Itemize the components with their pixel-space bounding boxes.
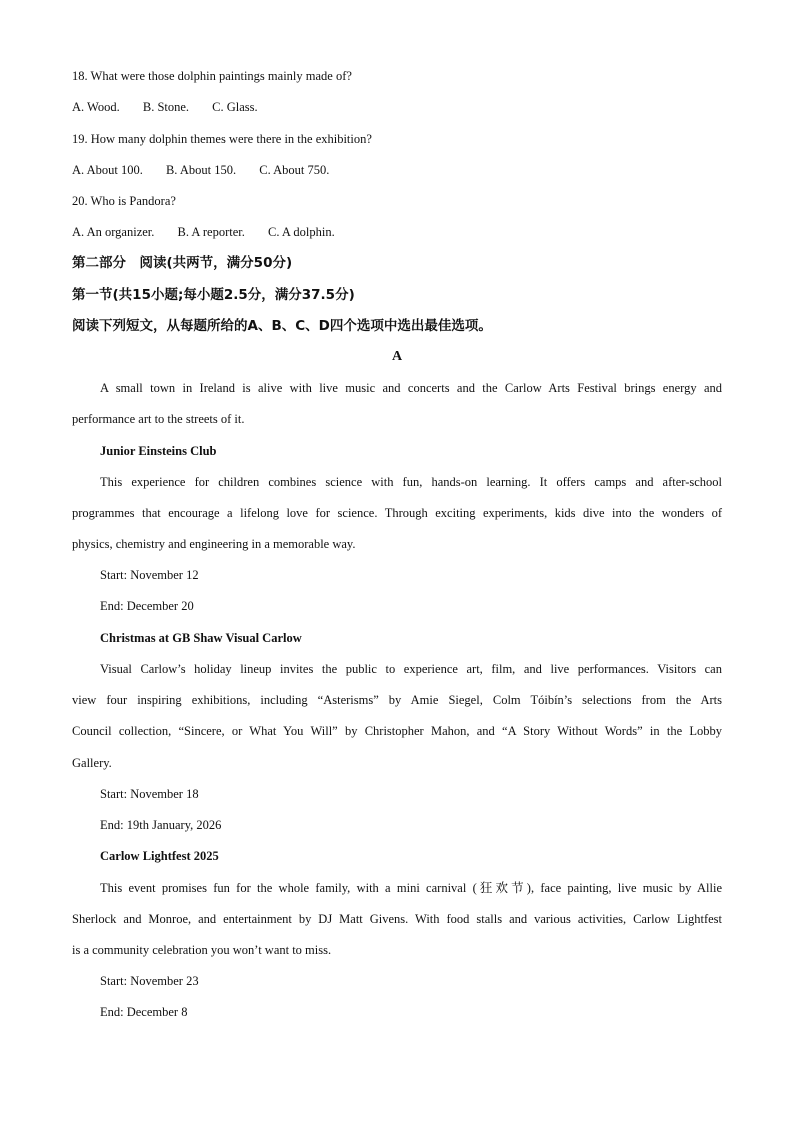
- event-text-line: view four inspiring exhibitions, including “Asterisms” by Amie Siegel, Colm Tóibín’s selections from the Arts: [72, 693, 722, 707]
- option-a: A. An organizer.: [72, 225, 155, 239]
- option-c: C. Glass.: [212, 100, 258, 114]
- event-text-line: This event promises fun for the whole family, with a mini carnival (狂欢节), face painting, live music by Allie: [100, 881, 722, 895]
- option-a: A. Wood.: [72, 100, 120, 114]
- event-text-line: This experience for children combines science with fun, hands-on learning. It offers camps and after-school: [100, 475, 722, 489]
- event-title: Christmas at GB Shaw Visual Carlow: [100, 631, 302, 645]
- event-start-date: Start: November 12: [100, 568, 199, 582]
- question-19-options: [72, 162, 722, 178]
- option-b: B. About 150.: [165, 163, 237, 177]
- question-19: 19. How many dolphin themes were there in the exhibition?: [72, 132, 372, 146]
- intro-line: A small town in Ireland is alive with live music and concerts and the Carlow Arts Festival brings energy and: [100, 381, 722, 395]
- question-20-options: [72, 224, 722, 240]
- event-title: Junior Einsteins Club: [100, 444, 217, 458]
- event-title: Carlow Lightfest 2025: [100, 849, 219, 863]
- question-18-options: [72, 99, 722, 115]
- event-text-line: Gallery.: [72, 756, 112, 770]
- event-text-line: physics, chemistry and engineering in a memorable way.: [72, 537, 356, 551]
- option-a: A. About 100.: [72, 163, 143, 177]
- event-end-date: End: 19th January, 2026: [100, 818, 222, 832]
- event-text-line: is a community celebration you won’t want to miss.: [72, 943, 332, 957]
- option-b: B. Stone.: [142, 100, 190, 114]
- question-20: 20. Who is Pandora?: [72, 194, 176, 208]
- option-c: C. About 750.: [259, 163, 330, 177]
- intro-line: performance art to the streets of it.: [72, 412, 245, 426]
- event-text-line: Visual Carlow’s holiday lineup invites the public to experience art, film, and live performances. Visitors can: [100, 662, 722, 676]
- event-text-line: Sherlock and Monroe, and entertainment by DJ Matt Givens. With food stalls and various activities, Carlow Lightfest: [72, 912, 722, 926]
- event-text-line: programmes that encourage a lifelong love for science. Through exciting experiments, kids dive into the wonders of: [72, 506, 722, 520]
- option-c: C. A dolphin.: [268, 225, 335, 239]
- section-one-heading: 第一节(共15小题;每小题2.5分，满分37.5分): [72, 287, 355, 303]
- event-end-date: End: December 8: [100, 1005, 188, 1019]
- event-start-date: Start: November 23: [100, 974, 199, 988]
- question-18: 18. What were those dolphin paintings mainly made of?: [72, 69, 352, 83]
- reading-instruction: 阅读下列短文，从每题所给的A、B、C、D四个选项中选出最佳选项。: [72, 318, 492, 334]
- part-two-heading: 第二部分 阅读(共两节，满分50分): [72, 255, 293, 271]
- option-b: B. A reporter.: [177, 225, 245, 239]
- passage-letter: A: [391, 349, 403, 364]
- event-end-date: End: December 20: [100, 599, 194, 613]
- event-start-date: Start: November 18: [100, 787, 199, 801]
- event-text-line: Council collection, “Sincere, or What You Will” by Christopher Mahon, and “A Story Without Words” in the Lobby: [72, 724, 722, 738]
